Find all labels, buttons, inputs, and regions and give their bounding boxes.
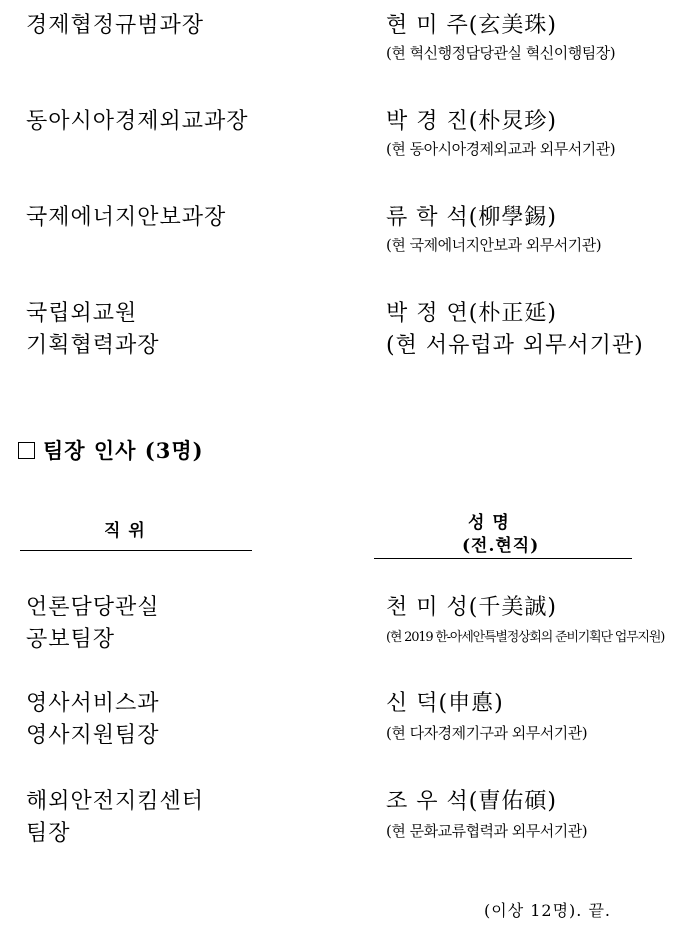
appointee-name: 류 학 석(柳學錫) (386, 205, 557, 230)
position-title: 국립외교원 (26, 301, 138, 326)
header-underline-position (20, 550, 252, 551)
appointee-name: 박 정 연(朴正延) (386, 301, 557, 326)
checkbox-square-icon (18, 442, 35, 459)
closing-text: (이상 12명). 끝. (484, 901, 612, 920)
position-title: 언론담당관실 (26, 595, 160, 620)
appointee-name: 조 우 석(曺佑碩) (386, 789, 557, 814)
appointee-current-post: (현 혁신행정담당관실 혁신이행팀장) (386, 44, 616, 62)
position-title: 해외안전지킴센터 (26, 789, 205, 814)
appointee-current-post: (현 문화교류협력과 외무서기관) (386, 822, 588, 840)
appointee-name: 현 미 주(玄美珠) (386, 13, 557, 38)
section-title: 팀장 인사 (3명) (43, 438, 204, 463)
appointee-name: 신 덕(申悳) (386, 691, 504, 716)
appointee-current-post: (현 2019 한-아세안특별정상회의 준비기획단 업무지원) (386, 630, 665, 645)
position-title: 영사서비스과 (26, 691, 160, 716)
section-heading (18, 435, 204, 465)
position-title: 국제에너지안보과장 (26, 205, 227, 230)
column-header-name-sub: (전.현직) (462, 536, 540, 556)
position-title-line2: 영사지원팀장 (26, 723, 160, 748)
appointee-current-post: (현 동아시아경제외교과 외무서기관) (386, 140, 616, 158)
appointee-current-post: (현 국제에너지안보과 외무서기관) (386, 236, 602, 254)
position-title: 동아시아경제외교과장 (26, 109, 249, 134)
position-title-line2: 공보팀장 (26, 627, 116, 652)
appointee-name: 박 경 진(朴炅珍) (386, 109, 557, 134)
header-underline-name (374, 558, 632, 559)
appointee-current-post: (현 서유럽과 외무서기관) (386, 333, 644, 358)
column-header-position: 직 위 (104, 521, 146, 541)
appointee-name: 천 미 성(千美誠) (386, 595, 557, 620)
appointee-current-post: (현 다자경제기구과 외무서기관) (386, 724, 588, 742)
column-header-name: 성 명 (468, 513, 510, 533)
position-title-line2: 팀장 (26, 821, 71, 846)
position-title: 경제협정규범과장 (26, 13, 205, 38)
position-title-line2: 기획협력과장 (26, 333, 160, 358)
